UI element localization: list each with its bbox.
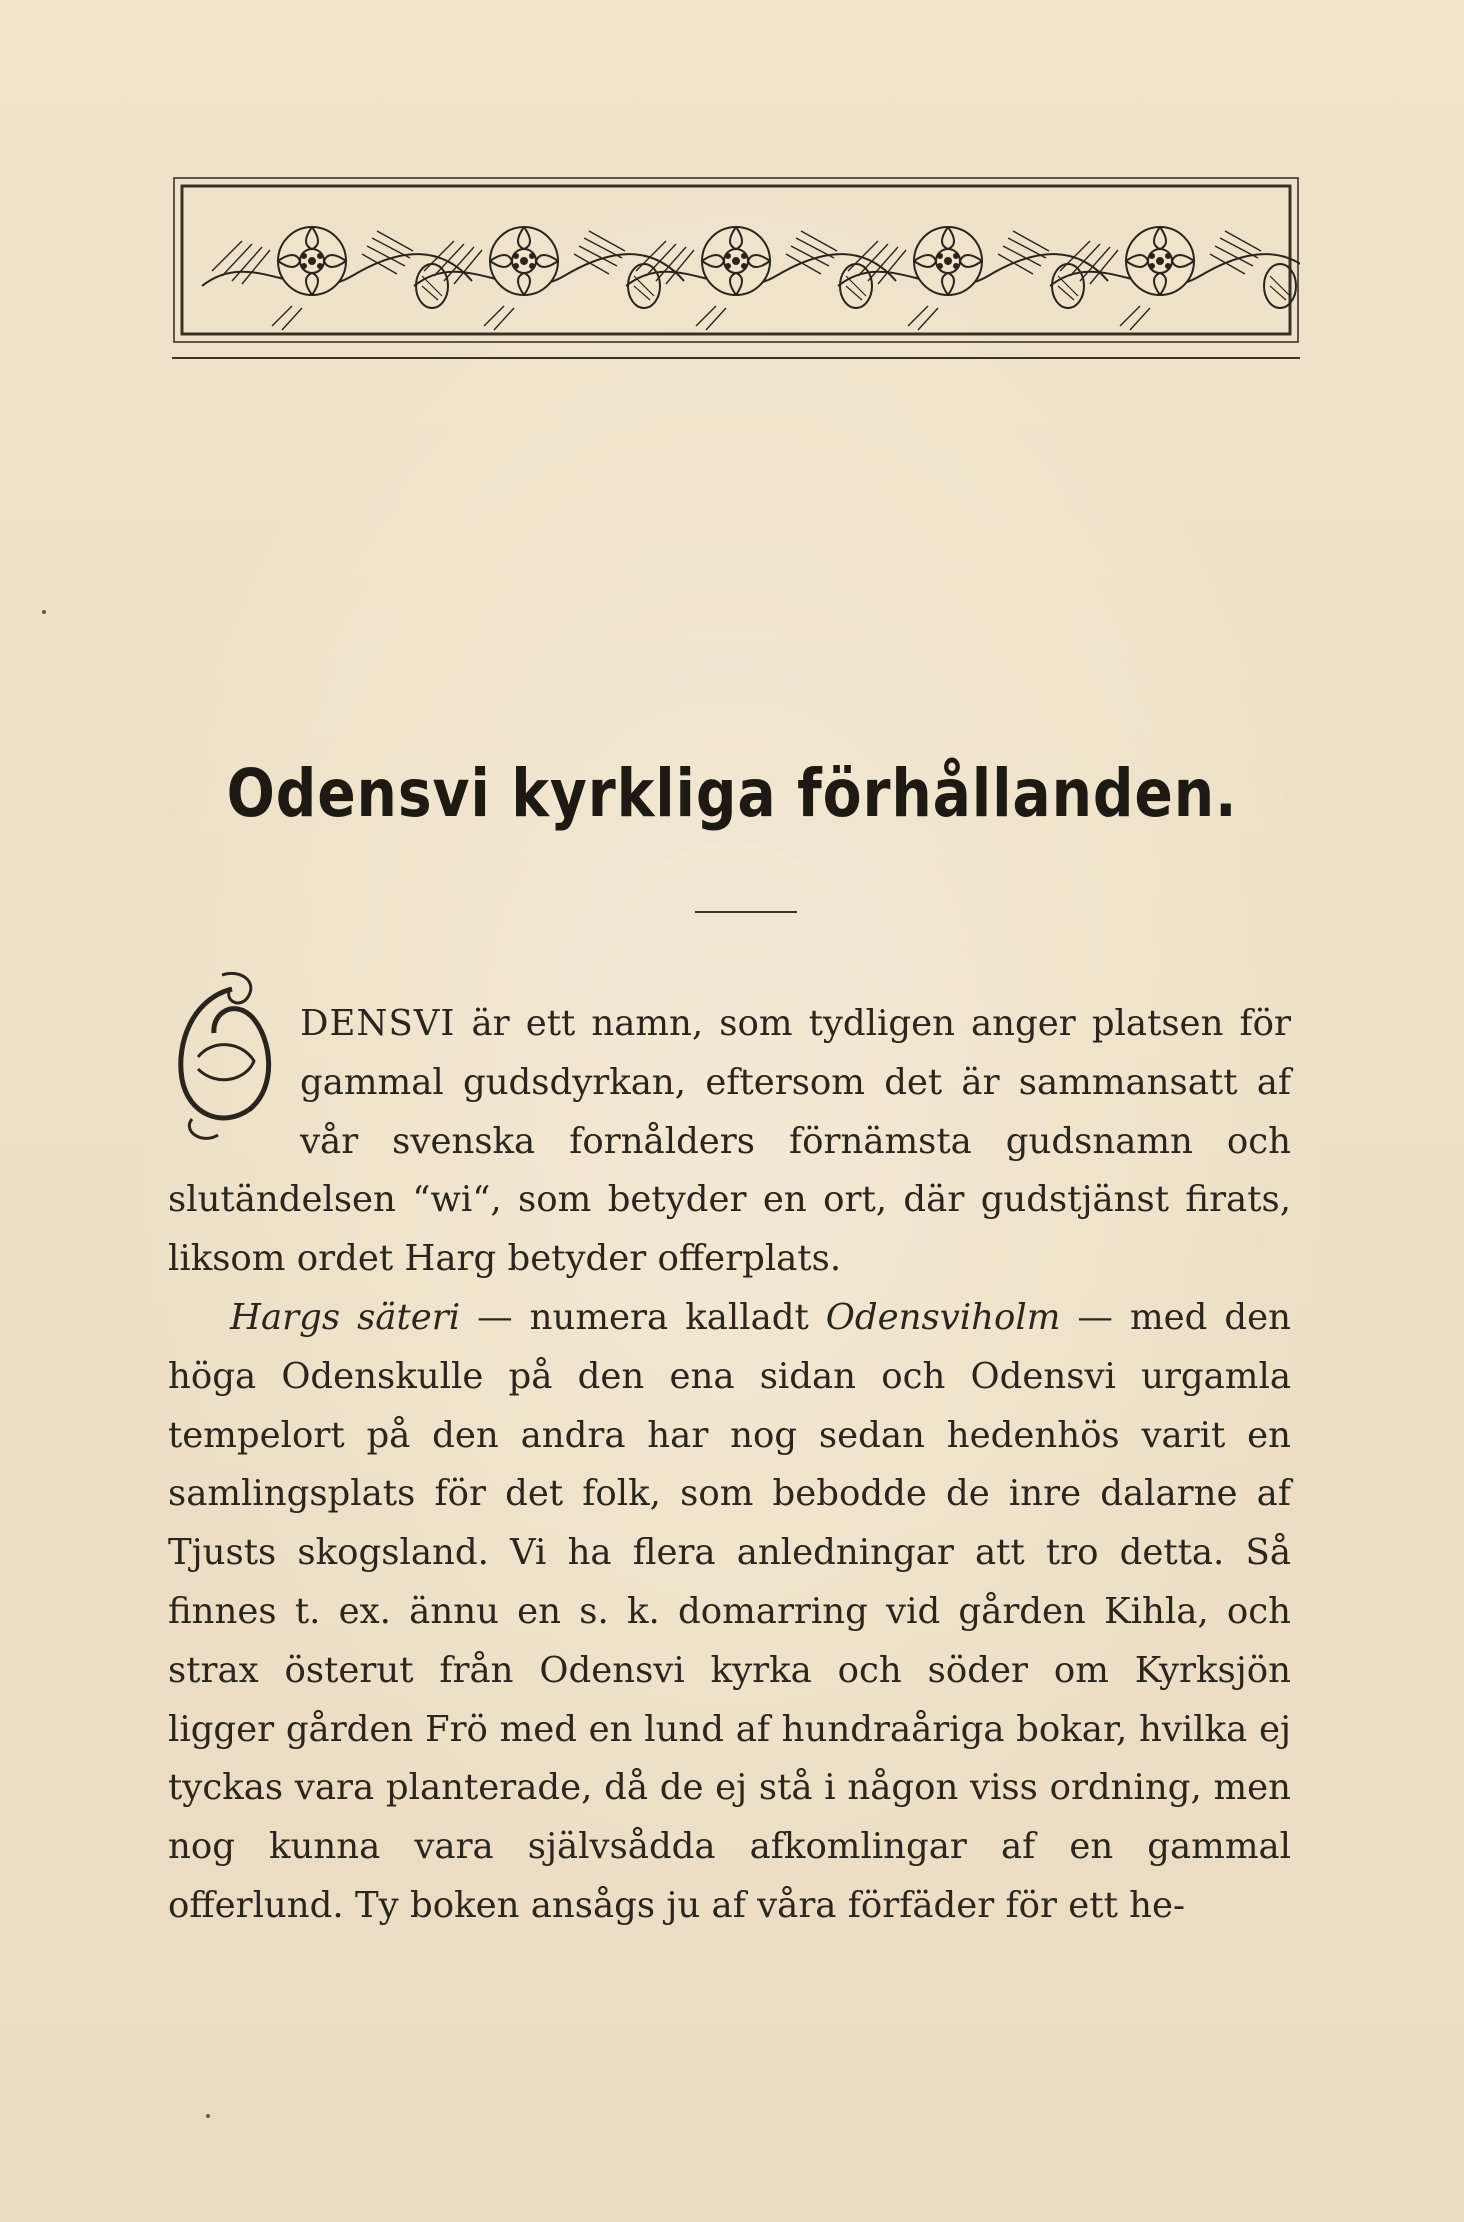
title-divider [695, 911, 797, 913]
italic-term-1: Hargs säteri [230, 1296, 461, 1338]
paper-speck [206, 2114, 210, 2118]
floral-border-ornament [172, 176, 1300, 362]
paragraph-2 [168, 1289, 1291, 1936]
body-text [168, 995, 1291, 1936]
paragraph-2-text-1: — numera kalladt [460, 1296, 826, 1338]
ornate-o-icon [162, 969, 290, 1145]
page-title: Odensvi kyrkliga förhållanden. [226, 755, 1238, 832]
paragraph-2-text-2: — med den höga Odenskulle på den ena sidan och Odensvi urgamla tempelort på den andra har nog sedan hedenhös varit en samlingsplats för det folk, som bebodde de inre dalarne af Tjusts skogsland. Vi ha flera anledningar att tro detta. Så finnes t. ex. ännu en s. k. domarring vid gården Kihla, och strax österut från Odensvi kyrka och söder om Kyrksjön ligger gården Frö med en lund af hundraåriga bokar, hvilka ej tyckas vara planterade, då de ej stå i någon viss ordning, men nog kunna vara självsådda afkomlingar af en gammal offerlund. Ty boken ansågs ju af våra förfäder för ett he- [168, 1296, 1291, 1926]
ornament-graphic [172, 176, 1300, 362]
italic-term-2: Odensviholm [825, 1296, 1061, 1338]
paragraph-1-text: är ett namn, som tydligen anger platsen för gammal gudsdyrkan, eftersom det är sammansatt af vår svenska fornålders förnämsta gudsnamn och slutändelsen “wi“, som betyder en ort, där gudstjänst firats, liksom ordet Harg betyder offerplats. [168, 1003, 1291, 1280]
paper-speck [42, 610, 46, 614]
drop-cap-o [162, 969, 290, 1145]
paragraph-1 [168, 995, 1291, 1289]
lead-word: DENSVI [300, 1003, 456, 1044]
